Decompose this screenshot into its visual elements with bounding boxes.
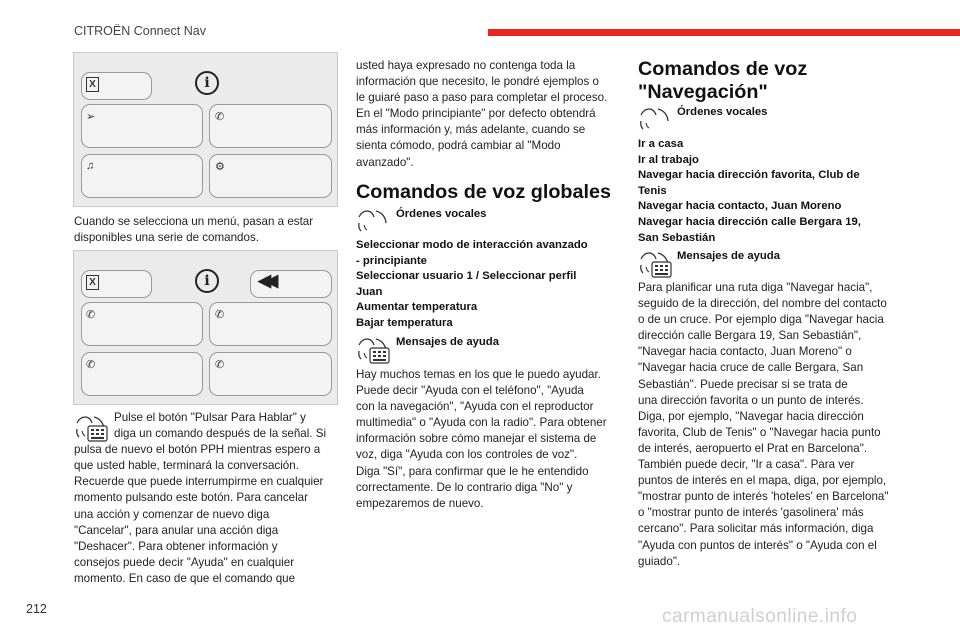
voice-orders-label: Órdenes vocales [677, 106, 768, 118]
watermark: carmanualsonline.info [662, 606, 858, 627]
voice-command-icon [356, 206, 390, 236]
global-commands-list: Seleccionar modo de interacción avanzado - principiante Seleccionar usuario 1 / Seleccionar perfil Juan Aumentar temperatura Bajar temperatura [356, 239, 588, 329]
voice-orders-label: Órdenes vocales [396, 208, 487, 220]
help-messages-label: Mensajes de ayuda [677, 250, 780, 262]
global-help-paragraph: Hay muchos temas en los que le puedo ayudar. Puede decir "Ayuda con el teléfono", "Ayuda con la navegación", "Ayuda con el reproductor multimedia" o "Ayuda con la radio". Para obtener información sobre cómo manejar el sistema de voz, diga "Ayuda con los controles de voz". Diga "Sí", para confirmar que le he entendido correctamente. De lo contrario diga "No" y empezaremos de nuevo. [356, 368, 607, 510]
music-icon: ♫ [86, 160, 95, 172]
info-icon: i [195, 269, 219, 293]
navigation-icon: ➢ [86, 111, 96, 123]
phone-icon: ✆ [86, 309, 96, 321]
screen-illustration-bottom [73, 250, 338, 405]
phone-icon: ✆ [215, 309, 225, 321]
phone-icon: ✆ [215, 359, 225, 371]
phone-icon: ✆ [215, 111, 225, 123]
close-icon: X [86, 77, 99, 92]
help-messages-icon [638, 248, 672, 278]
settings-icon: ⚙ [215, 161, 225, 173]
push-to-talk-paragraph: Pulse el botón "Pulsar Para Hablar" y diga un comando después de la señal. Si pulsa de nuevo el botón PPH mientras espero a que usted hable, terminará la conversación. Recuerde que puede interrumpirme en cualquier momento pulsando este botón. Para cancelar una acción y comenzar de nuevo diga "Cancelar", para anular una acción diga "Deshacer". Para obtener información y consejos puede decir "Ayuda" en cualquier momento. En caso de que el comando que [74, 411, 327, 585]
info-icon: i [195, 71, 219, 95]
global-commands-heading: Comandos de voz globales [356, 181, 612, 203]
phone-icon: ✆ [86, 359, 96, 371]
navigation-help-paragraph: Para planificar una ruta diga "Navegar hacia", seguido de la dirección, del nombre del contacto o de un cruce. Por ejemplo diga "Navegar hacia dirección calle Bergara 19, San Sebastián", "Navegar hacia contacto, Juan Moreno" o "Navegar hacia cruce de calle Bergara, San Sebastián". Puede precisar si se trata de una dirección favorita o un punto de interés. Diga, por ejemplo, "Navegar hacia dirección favorita, Club de Tenis" o "Navegar hacia punto de interés, aeropuerto el Prat en Barcelona". También puede decir, "Ir a casa". Para ver puntos de interés en el mapa, diga, por ejemplo, "mostrar punto de interés 'hoteles' en Barcelona" o "mostrar punto de interés 'gasolinera' más cercano". Para solicitar más información, diga "Ayuda con puntos de interés" o "Ayuda con el guiado". [638, 281, 889, 568]
screen-illustration-top [73, 52, 338, 207]
page-number: 212 [26, 602, 47, 616]
menu-caption: Cuando se selecciona un menú, pasan a estar disponibles una serie de comandos. [74, 215, 314, 245]
navigation-commands-list: Ir a casa Ir al trabajo Navegar hacia dirección favorita, Club de Tenis Navegar hacia contacto, Juan Moreno Navegar hacia dirección calle Bergara 19, San Sebastián [638, 138, 861, 244]
intro-paragraph: usted haya expresado no contenga toda la información que necesito, le pondré ejemplos o le guiaré paso a paso para completar el proceso. En el "Modo principiante" por defecto obtendrá más información y, más adelante, cuando se sienta cómodo, podrá cambiar al "Modo avanzado". [356, 59, 608, 169]
help-messages-icon [356, 334, 390, 364]
navigation-commands-heading: Comandos de voz "Navegación" [638, 58, 808, 103]
help-messages-label: Mensajes de ayuda [396, 336, 499, 348]
header-title: CITROËN Connect Nav [74, 24, 206, 38]
voice-command-icon [638, 104, 672, 134]
close-icon: X [86, 275, 99, 290]
back-icon: ◀◀ [258, 271, 273, 290]
header-accent-bar [488, 29, 960, 36]
